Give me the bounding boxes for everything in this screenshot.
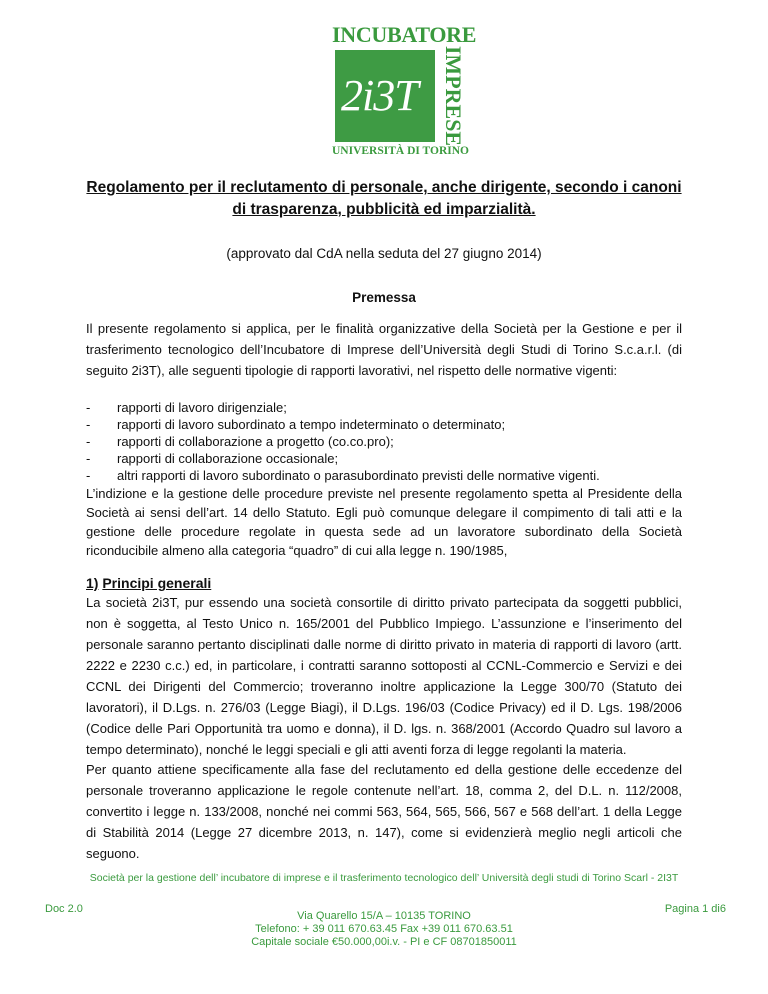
- logo-top-text: INCUBATORE: [332, 22, 477, 47]
- intro-paragraph: Il presente regolamento si applica, per le finalità organizzative della Società per la Gestione e per il trasferimento tecnologico dell’Incubatore di Imprese dell’Università degli Studi di Torino S.c.a.r.l. (di seguito 2i3T), alle seguenti tipologie di rapporti lavorativi, nel rispetto delle normative vigenti:: [86, 321, 682, 378]
- section-1-paragraph-1: La società 2i3T, pur essendo una società consortile di diritto privato partecipata da soggetti pubblici, non è soggetta, al Testo Unico n. 165/2001 del Pubblico Impiego. L’assunzione e l’inserimento del personale saranno pertanto disciplinati dalle norme di diritto privato in materia di rapporti di lavoro (artt. 2222 e 2230 c.c.) ed, in particolare, i contratti saranno sottoposti al CCNL-Commercio e Servizi e dei CCNL dei Dirigenti del Commercio; troveranno inoltre applicazione la Legge 300/70 (Statuto dei lavoratori), il D.Lgs. n. 276/03 (Legge Biagi), il D.Lgs. 196/03 (Codice Privacy) ed il D. Lgs. 198/2006 (Codice delle Pari Opportunità tra uomo e donna), il D. lgs. n. 368/2001 (Accordo Quadro sul lavoro a tempo determinato), nonché le leggi speciali e gli atti aventi forza di legge regolanti la materia.: [86, 595, 682, 757]
- footer-capital: Capitale sociale €50.000,00i.v. - PI e CF 08701850011: [251, 936, 517, 948]
- list-item-text: rapporti di lavoro dirigenziale;: [117, 400, 287, 415]
- list-item-text: rapporti di collaborazione a progetto (co.co.pro);: [117, 434, 394, 449]
- section-1-paragraph-2: Per quanto attiene specificamente alla fase del reclutamento ed della gestione delle eccedenze del personale troveranno applicazione le regole contenute nell’art. 18, comma 2, del D.L. n. 112/2008, convertito i legge n. 133/2008, nonché nei commi 563, 564, 565, 566, 567 e 568 dell’art. 1 della Legge di Stabilità 2014 (Legge 27 dicembre 2013, n. 147), come si evidenzierà meglio negli articoli che seguono.: [86, 762, 682, 861]
- footer-address: Via Quarello 15/A – 10135 TORINO: [297, 910, 471, 922]
- approval-note: (approvato dal CdA nella seduta del 27 giugno 2014): [226, 246, 542, 261]
- section-1-title: Principi generali: [102, 575, 212, 591]
- list-item: - rapporti di collaborazione a progetto (co.co.pro);: [86, 434, 394, 449]
- footer-phone: Telefono: + 39 011 670.63.45 Fax +39 011 670.63.51: [255, 923, 513, 935]
- section-1-number: 1): [86, 575, 99, 591]
- footer-doc-version: Doc 2.0: [45, 903, 83, 915]
- footer-company: Società per la gestione dell’ incubatore di imprese e il trasferimento tecnologico dell’ Università degli studi di Torino Scarl - 2I3T: [89, 872, 679, 884]
- indizione-paragraph: L’indizione e la gestione delle procedure previste nel presente regolamento spetta al Presidente della Società ai sensi dell’art. 14 dello Statuto. Egli può comunque delegare il compimento di tali atti e la gestione delle procedure regolate in questa sede ad un lavoratore subordinato della Società riconducibile almeno alla categoria “quadro” di cui alla legge n. 190/1985,: [86, 486, 682, 558]
- list-item-text: rapporti di lavoro subordinato a tempo indeterminato o determinato;: [117, 417, 506, 432]
- list-item-text: altri rapporti di lavoro subordinato o parasubordinato previsti delle normative vigenti.: [117, 468, 600, 483]
- list-item: - rapporti di lavoro subordinato a tempo indeterminato o determinato;: [86, 417, 506, 432]
- logo-mark-text: 2i3T: [341, 71, 418, 120]
- logo-mark: [335, 50, 435, 142]
- section-heading-premessa: Premessa: [352, 290, 416, 305]
- logo-side: [435, 45, 471, 147]
- document-title: Regolamento per il reclutamento di personale, anche dirigente, secondo i canoni di trasparenza, pubblicità ed imparzialità.: [86, 179, 682, 218]
- section-1-heading: [86, 575, 211, 591]
- list-item: - altri rapporti di lavoro subordinato o parasubordinato previsti delle normative vigenti.: [86, 468, 600, 483]
- logo-bottom-text: UNIVERSITÀ DI TORINO: [332, 145, 469, 157]
- list-item: - rapporti di collaborazione occasionale;: [86, 451, 339, 466]
- list-item-text: rapporti di collaborazione occasionale;: [117, 451, 339, 466]
- logo: [332, 22, 477, 162]
- footer-page-number: Pagina 1 di6: [664, 903, 726, 915]
- logo-side-text: IMPRESE: [441, 45, 466, 147]
- list-item: - rapporti di lavoro dirigenziale;: [86, 400, 287, 415]
- footer-address-block: [0, 910, 768, 949]
- contract-types-list: [86, 399, 682, 484]
